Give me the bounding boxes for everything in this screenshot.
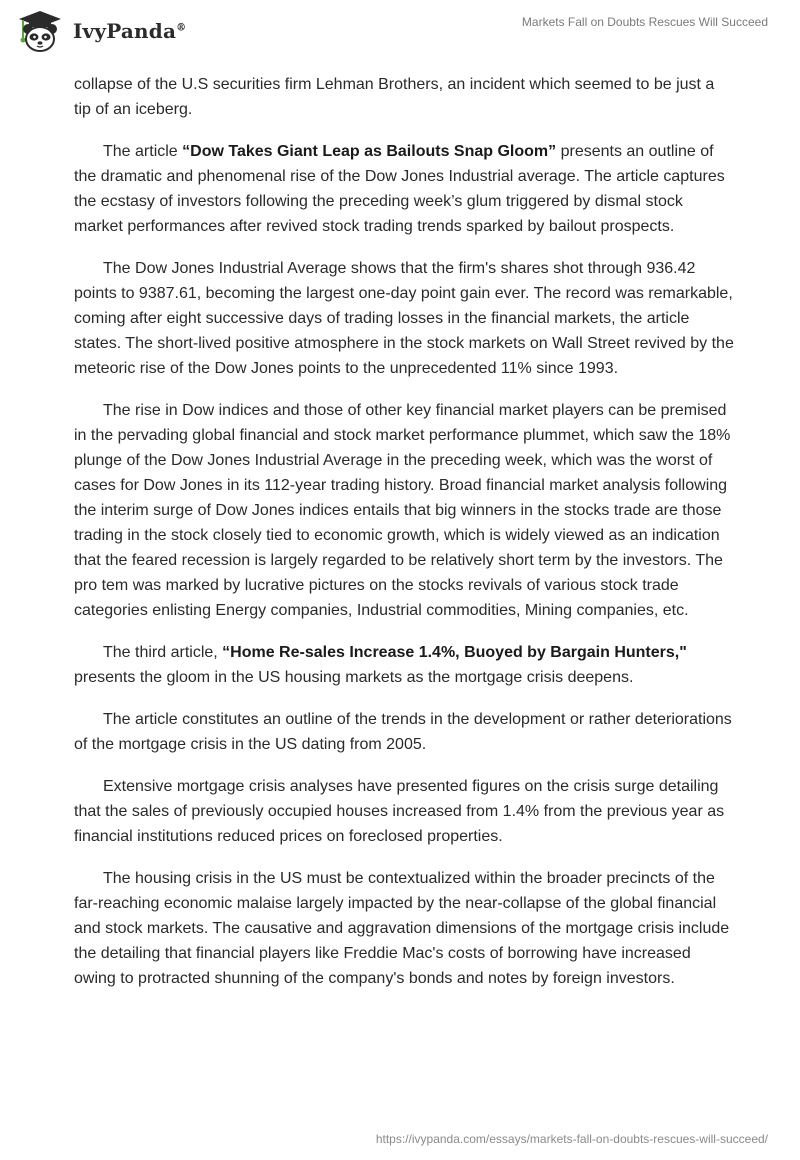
brand-name: IvyPanda® bbox=[73, 19, 187, 43]
paragraph-8: The housing crisis in the US must be contextualized within the broader precincts of the far-reaching economic malaise largely impacted by the near-collapse of the global financial and stock markets. The causative and aggravation dimensions of the mortgage crisis include the detailing that financial players like Freddie Mac's costs of borrowing have increased owing to protracted shunning of the company's bonds and notes by foreign investors. bbox=[74, 870, 730, 987]
document-title: Markets Fall on Doubts Rescues Will Succeed bbox=[521, 15, 768, 29]
paragraph-2: The article “Dow Takes Giant Leap as Bailouts Snap Gloom” presents an outline of the dramatic and phenomenal rise of the Dow Jones Industrial average. The article captures the ecstasy of investors following the preceding week’s glum triggered by dismal stock market performances after revived stock trading trends sparked by bailout prospects. bbox=[74, 143, 725, 235]
paragraph-5: The third article, “Home Re-sales Increase 1.4%, Buoyed by Bargain Hunters," presents the gloom in the US housing markets as the mortgage crisis deepens. bbox=[74, 644, 687, 686]
article-title-home-resales: “Home Re-sales Increase 1.4%, Buoyed by Bargain Hunters," bbox=[222, 644, 687, 661]
paragraph-4: The rise in Dow indices and those of other key financial market players can be premised in the pervading global financial and stock market performance plummet, which saw the 18% plunge of the Dow Jones Industrial Average in the preceding week, which was the worst of cases for Dow Jones in its 112-year trading history. Broad financial market analysis following the interim surge of Dow Jones indices entails that big winners in the stocks trade are those trading in the stock closely tied to economic growth, which is widely viewed as an indication that the feared recession is largely regarded to be relatively short term by the investors. The pro tem was marked by lucrative pictures on the stocks revivals of various stock trade categories enlisting Energy companies, Industrial commodities, Mining companies, etc. bbox=[74, 402, 731, 619]
paragraph-7: Extensive mortgage crisis analyses have presented figures on the crisis surge detailing that the sales of previously occupied houses increased from 1.4% from the previous year as financial institutions reduced prices on foreclosed properties. bbox=[74, 778, 725, 845]
panda-graduate-icon bbox=[15, 9, 65, 53]
registered-mark: ® bbox=[176, 22, 187, 34]
article-title-dow: “Dow Takes Giant Leap as Bailouts Snap Gloom” bbox=[182, 143, 557, 160]
paragraph-3: The Dow Jones Industrial Average shows that the firm's shares shot through 936.42 points to 9387.61, becoming the largest one-day point gain ever. The record was remarkable, coming after eight successive days of trading losses in the financial markets, the article states. The short-lived positive atmosphere in the stock markets on Wall Street revived by the meteoric rise of the Dow Jones points to the unprecedented 11% since 1993. bbox=[74, 260, 734, 377]
page-header bbox=[0, 0, 800, 60]
essay-body bbox=[74, 72, 734, 1008]
paragraph-1: collapse of the U.S securities firm Lehman Brothers, an incident which seemed to be just a tip of an iceberg. bbox=[74, 76, 715, 118]
paragraph-6: The article constitutes an outline of the trends in the development or rather deteriorations of the mortgage crisis in the US dating from 2005. bbox=[74, 711, 732, 753]
source-url[interactable]: https://ivypanda.com/essays/markets-fall-on-doubts-rescues-will-succeed/ bbox=[375, 1132, 768, 1146]
ivypanda-logo[interactable] bbox=[15, 9, 186, 53]
